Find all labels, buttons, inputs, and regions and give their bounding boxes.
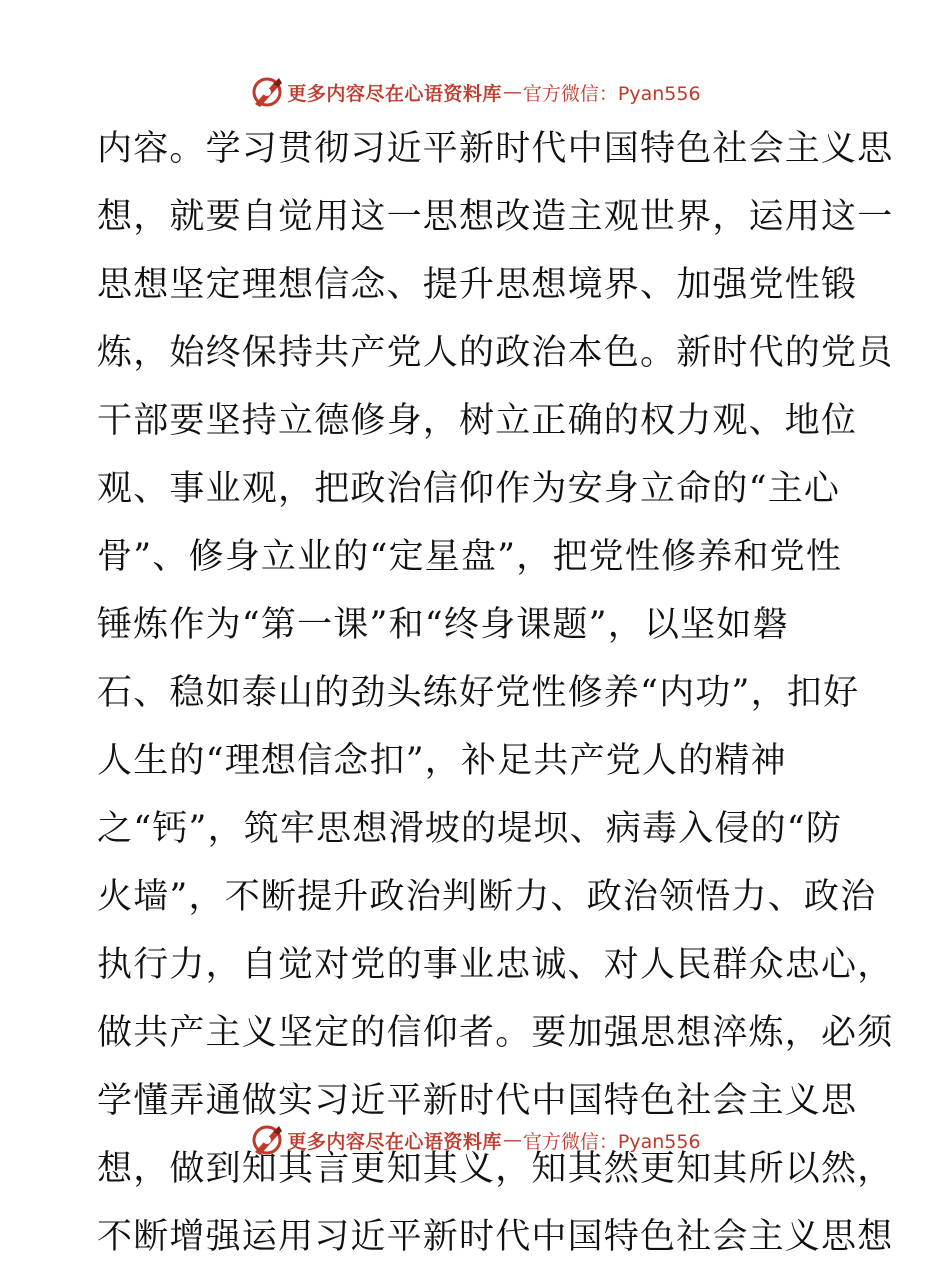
text-line: 想，做到知其言更知其义，知其然更知其所以然， [97,1149,894,1189]
pen-logo-icon [249,1122,285,1158]
text-line: 想，就要自觉用这一思想改造主观世界，运用这一 [97,197,894,237]
text-line: 学懂弄通做实习近平新时代中国特色社会主义思 [97,1081,858,1121]
text-line: 执行力，自觉对党的事业忠诚、对人民群众忠心， [97,945,894,985]
text-line: 炼，始终保持共产党人的政治本色。新时代的党员 [97,333,894,373]
text-line: 内容。学习贯彻习近平新时代中国特色社会主义思 [97,129,894,169]
footer-contact-text: 官方微信：Pyan556 [522,1130,701,1153]
footer-promo-text: 更多内容尽在心语资料库 [287,1130,502,1153]
text-line: 不断增强运用习近平新时代中国特色社会主义思想 [97,1217,894,1257]
header-banner [0,72,950,112]
header-separator: — [502,81,522,103]
text-line: 观、事业观，把政治信仰作为安身立命的“主心 [97,469,841,509]
header-contact-text: 官方微信：Pyan556 [522,82,701,105]
text-line: 锤炼作为“第一课”和“终身课题”，以坚如磐 [97,605,789,645]
text-line: 骨”、修身立业的“定星盘”，把党性修养和党性 [97,537,843,577]
pen-logo-icon [249,74,285,110]
footer-separator: — [502,1129,522,1151]
text-line: 人生的“理想信念扣”，补足共产党人的精神 [97,741,787,781]
text-line: 石、稳如泰山的劲头练好党性修养“内功”，扣好 [97,673,860,713]
text-line: 做共产主义坚定的信仰者。要加强思想淬炼，必须 [97,1013,894,1053]
text-line: 干部要坚持立德修身，树立正确的权力观、地位 [97,401,858,441]
footer-banner [0,1120,950,1160]
text-line: 之“钙”，筑牢思想滑坡的堤坝、病毒入侵的“防 [97,809,843,849]
document-body [97,120,894,1276]
text-line: 火墙”，不断提升政治判断力、政治领悟力、政治 [97,877,877,917]
text-line: 思想坚定理想信念、提升思想境界、加强党性锻 [97,265,858,305]
header-promo-text: 更多内容尽在心语资料库 [287,82,502,105]
